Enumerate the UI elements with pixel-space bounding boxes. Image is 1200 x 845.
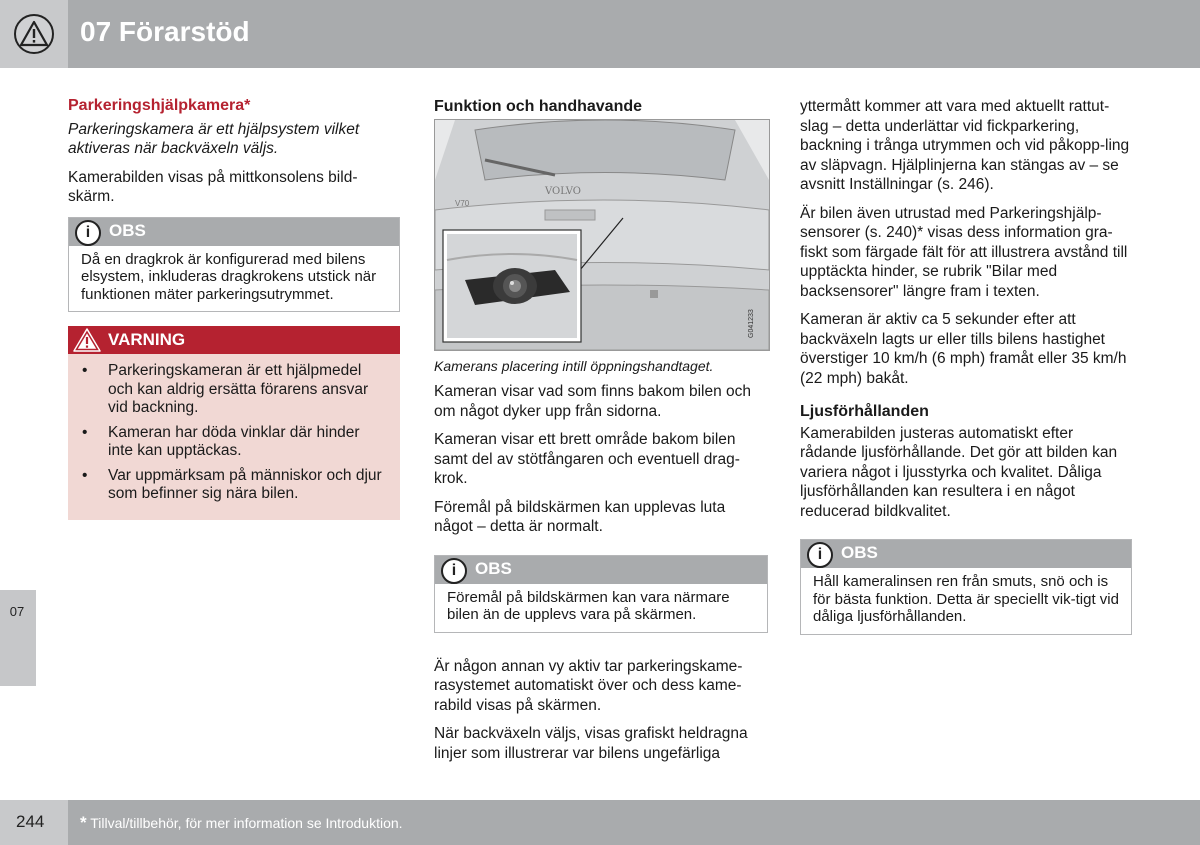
obs-note bbox=[800, 539, 1132, 635]
obs-note-header bbox=[435, 556, 767, 584]
paragraph: Är någon annan vy aktiv tar parkeringskame-rasystemet automatiskt över och dess kame-rabild visas på skärmen. bbox=[434, 657, 743, 714]
warning-label: VARNING bbox=[108, 330, 186, 349]
paragraph: Föremål på bildskärmen kan upplevas luta något – detta är normalt. bbox=[434, 498, 726, 535]
info-icon: i bbox=[441, 558, 467, 584]
footer-page-area bbox=[0, 800, 68, 845]
warning-item: • Kameran har döda vinklar där hinder inte kan upptäckas. bbox=[108, 424, 388, 461]
header-icon-area bbox=[0, 0, 68, 68]
footnote bbox=[80, 813, 403, 833]
warning-box bbox=[68, 326, 400, 520]
paragraph: Kameran visar vad som finns bakom bilen och om något dyker upp från sidorna. bbox=[434, 383, 752, 420]
warning-item: • Var uppmärksam på människor och djur som befinner sig nära bilen. bbox=[108, 467, 388, 504]
section-heading: Parkeringshjälpkamera* bbox=[68, 97, 251, 114]
obs-text: Håll kameralinsen ren från smuts, snö och is för bästa funktion. Detta är speciellt vik-tigt vid dåliga ljusförhållanden. bbox=[813, 573, 1119, 625]
paragraph: Kameran visar ett brett område bakom bilen samt del av stötfångaren och eventuell drag-krok. bbox=[434, 431, 740, 487]
obs-note bbox=[68, 217, 400, 313]
paragraph: Kamerabilden justeras automatiskt efter rådande ljusförhållande. Det gör att bilden kan variera något i ljusstyrka och kvalitet. Dåliga ljusförhållanden kan resultera i en något reducerad bildkvalitet. bbox=[800, 424, 1118, 520]
obs-text: Då en dragkrok är konfigurerad med bilens elsystem, inkluderas dragkrokens utstick när funktionen mäter parkeringsutrymmet. bbox=[81, 250, 377, 303]
figure-logo-text: VOLVO bbox=[545, 185, 581, 197]
paragraph: När backväxeln väljs, visas grafiskt heldragna linjer som illustrerar var bilens ungefärliga bbox=[434, 725, 748, 762]
obs-label: OBS bbox=[109, 220, 146, 240]
obs-text: Föremål på bildskärmen kan vara närmare bilen än de upplevs vara på skärmen. bbox=[447, 588, 730, 623]
paragraph: Kameran är aktiv ca 5 sekunder efter att backväxeln lagts ur eller tills bilens hastighet överstiger 10 km/h (6 mph) framåt eller 35 km/h (22 mph) bakåt. bbox=[800, 311, 1127, 387]
chapter-title: 07 Förarstöd bbox=[80, 16, 250, 47]
info-icon: i bbox=[807, 542, 833, 568]
page-number: 244 bbox=[16, 812, 45, 831]
obs-label: OBS bbox=[475, 558, 512, 578]
footnote-star: * bbox=[80, 813, 87, 832]
chapter-tab-label: 07 bbox=[9, 604, 25, 619]
column-3 bbox=[800, 97, 1132, 649]
warning-header bbox=[68, 326, 400, 354]
paragraph: Är bilen även utrustad med Parkeringshjälp-sensorer (s. 240)* visas dess information gra-fiskt som färgade fält för att illustrera avstånd till upptäckta hinder, se rubrik "Bilar med backsensorer" längre fram i texten. bbox=[800, 204, 1128, 300]
camera-location-figure bbox=[434, 119, 770, 351]
column-2 bbox=[434, 97, 768, 772]
section-heading: Funktion och handhavande bbox=[434, 98, 643, 115]
figure-code: G041233 bbox=[748, 308, 755, 338]
figure-badge-text: V70 bbox=[455, 198, 470, 208]
column-1 bbox=[68, 96, 400, 520]
warning-triangle-icon bbox=[72, 327, 102, 353]
obs-note-header bbox=[69, 218, 399, 246]
paragraph: yttermått kommer att vara med aktuellt rattut-slag – detta underlättar vid fickparkering, backning i trånga utrymmen och vid påkopp-ling av släpvagn. Hjälplinjerna kan stängas av – se avsnitt Inställningar (s. 246). bbox=[800, 98, 1130, 193]
warning-list bbox=[68, 362, 400, 504]
footnote-text: Tillval/tillbehör, för mer information se Introduktion. bbox=[90, 815, 403, 831]
obs-label: OBS bbox=[841, 543, 878, 562]
page-footer bbox=[0, 800, 1200, 845]
page-header bbox=[0, 0, 1200, 68]
warning-item: • Parkeringskameran är ett hjälpmedel och kan aldrig ersätta förarens ansvar vid backning. bbox=[108, 362, 388, 418]
info-icon: i bbox=[75, 220, 101, 246]
obs-note bbox=[434, 555, 768, 633]
section-heading: Ljusförhållanden bbox=[800, 403, 929, 420]
warning-triangle-icon bbox=[14, 14, 54, 54]
car-rear-illustration bbox=[435, 120, 769, 350]
obs-note-header bbox=[801, 540, 1131, 568]
figure-caption: Kamerans placering intill öppningshandtaget. bbox=[434, 357, 714, 374]
chapter-side-tab bbox=[0, 590, 36, 686]
paragraph: Kamerabilden visas på mittkonsolens bild-skärm. bbox=[68, 168, 358, 205]
intro-text: Parkeringskamera är ett hjälpsystem vilket aktiveras när backväxeln väljs. bbox=[68, 120, 360, 157]
